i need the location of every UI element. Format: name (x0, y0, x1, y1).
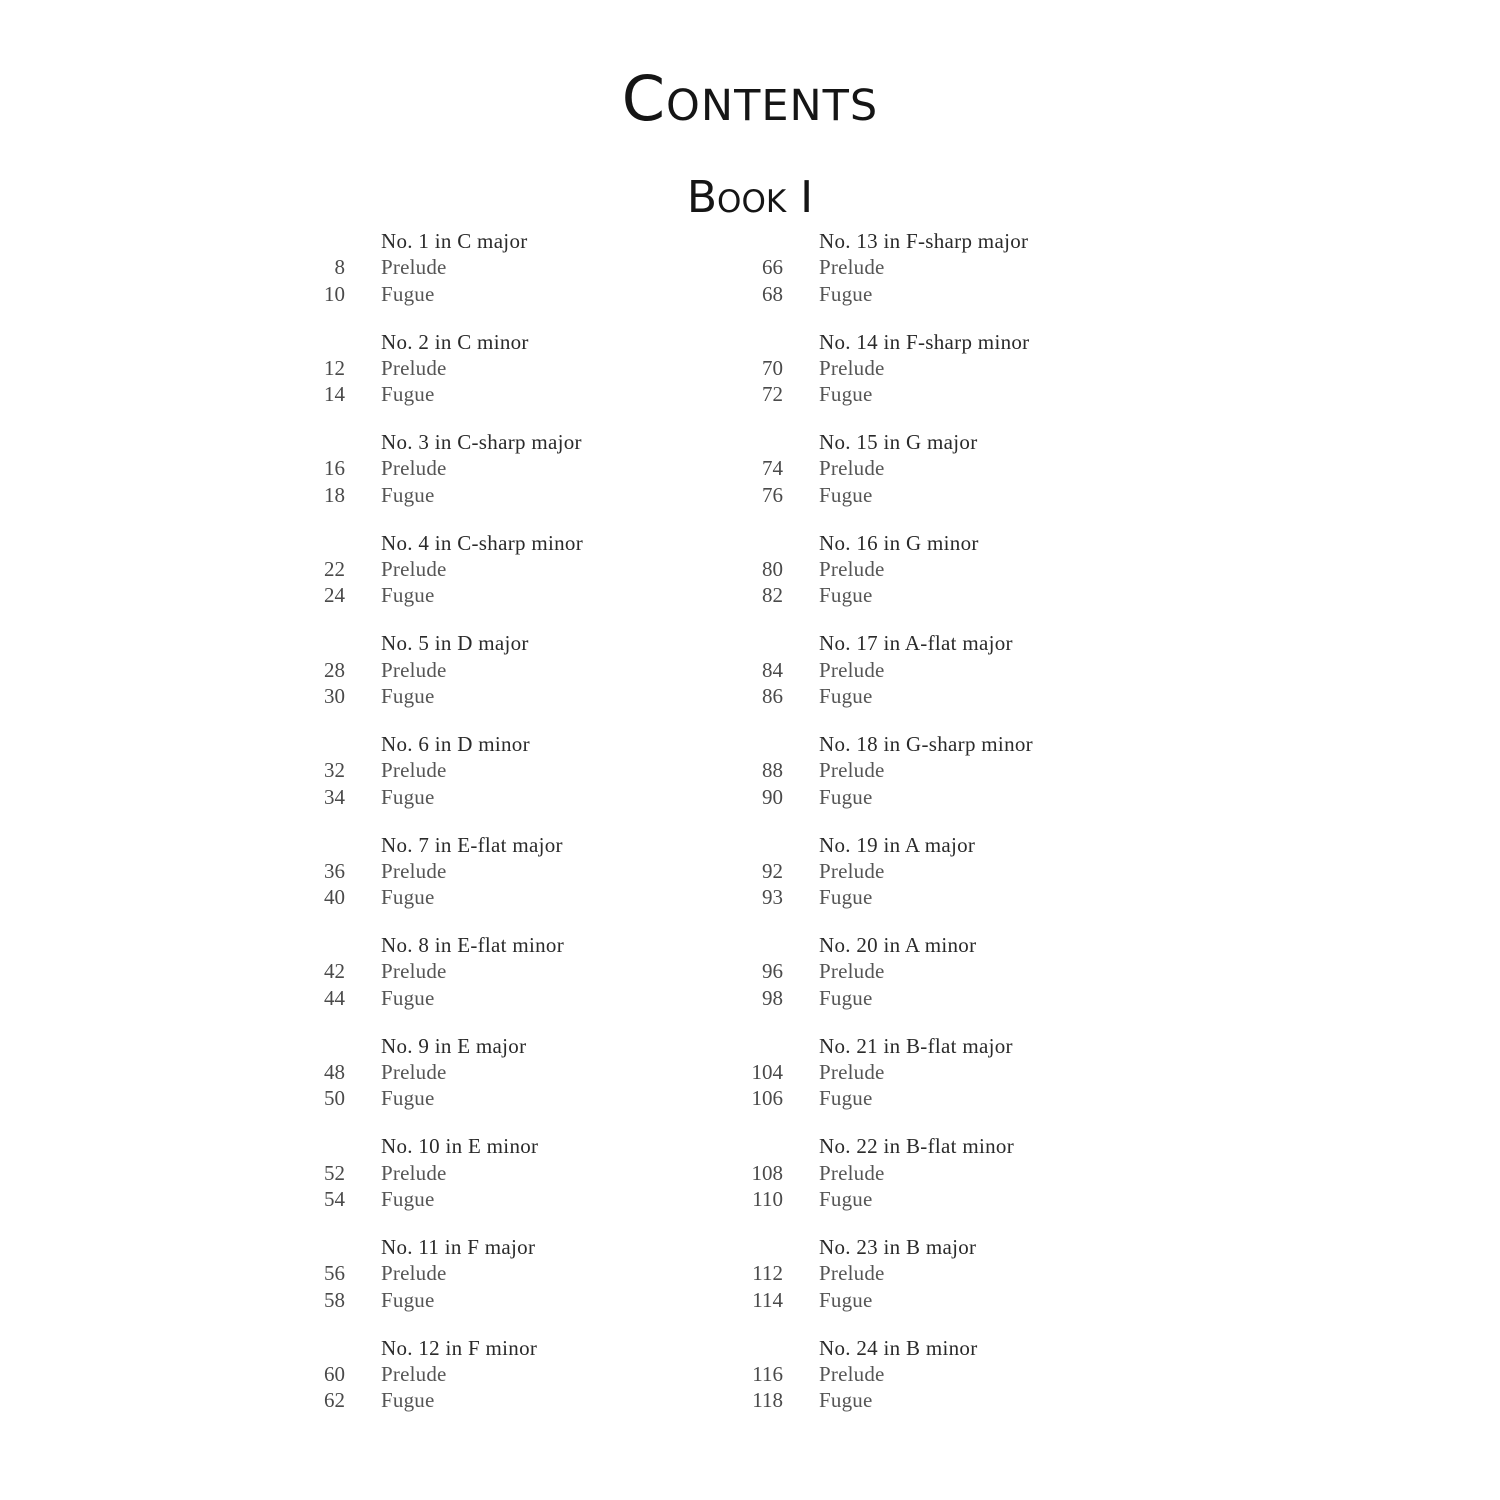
entry-label: Fugue (819, 784, 873, 809)
piece-title: No. 10 in E minor (381, 1134, 539, 1159)
toc-entry[interactable] (738, 884, 1178, 910)
toc-entry[interactable] (300, 1186, 740, 1212)
book-title: Book I (686, 172, 814, 223)
page-number: 84 (762, 657, 783, 682)
piece-title: No. 7 in E-flat major (381, 832, 563, 857)
toc-entry[interactable] (738, 1387, 1178, 1413)
page-number: 62 (324, 1388, 345, 1413)
page-number: 72 (762, 382, 783, 407)
page-number: 92 (762, 858, 783, 883)
page-number: 32 (324, 758, 345, 783)
toc-piece-title-row (300, 228, 740, 254)
toc-piece-title-row (738, 630, 1178, 656)
entry-label: Fugue (381, 885, 435, 910)
page-number: 12 (324, 355, 345, 380)
toc-entry[interactable] (300, 582, 740, 608)
toc-entry[interactable] (738, 1260, 1178, 1286)
toc-piece (300, 1335, 740, 1436)
toc-entry[interactable] (300, 1059, 740, 1085)
toc-piece (738, 1234, 1178, 1335)
toc-entry[interactable] (738, 1186, 1178, 1212)
toc-entry[interactable] (300, 1387, 740, 1413)
entry-label: Fugue (819, 1388, 873, 1413)
entry-label: Fugue (819, 583, 873, 608)
toc-entry[interactable] (738, 381, 1178, 407)
entry-label: Prelude (819, 355, 885, 380)
toc-entry[interactable] (738, 1085, 1178, 1111)
page-number: 93 (762, 885, 783, 910)
page-number: 118 (752, 1388, 783, 1413)
page-number: 80 (762, 557, 783, 582)
entry-label: Fugue (819, 1186, 873, 1211)
toc-piece-title-row (738, 1335, 1178, 1361)
toc-entry[interactable] (738, 784, 1178, 810)
toc-piece-title-row (738, 932, 1178, 958)
page-number: 44 (324, 985, 345, 1010)
toc-piece (738, 228, 1178, 329)
piece-title: No. 8 in E-flat minor (381, 933, 565, 958)
toc-piece-title-row (300, 731, 740, 757)
toc-piece (738, 1133, 1178, 1234)
toc-entry[interactable] (738, 582, 1178, 608)
entry-label: Fugue (819, 482, 873, 507)
toc-entry[interactable] (300, 1361, 740, 1387)
piece-title: No. 19 in A major (819, 832, 976, 857)
entry-label: Fugue (381, 784, 435, 809)
toc-piece (300, 329, 740, 430)
toc-entry[interactable] (738, 1059, 1178, 1085)
page-number: 60 (324, 1361, 345, 1386)
toc-piece (300, 1033, 740, 1134)
entry-label: Prelude (819, 557, 885, 582)
page-number: 70 (762, 355, 783, 380)
toc-piece (300, 832, 740, 933)
piece-title: No. 3 in C-sharp major (381, 430, 582, 455)
page-number: 40 (324, 885, 345, 910)
toc-piece (300, 429, 740, 530)
piece-title: No. 1 in C major (381, 229, 528, 253)
toc-entry[interactable] (300, 657, 740, 683)
toc-entry[interactable] (300, 985, 740, 1011)
piece-title: No. 9 in E major (381, 1033, 527, 1058)
toc-piece (300, 1234, 740, 1335)
toc-piece-title-row (738, 530, 1178, 556)
entry-label: Prelude (819, 1261, 885, 1286)
toc-entry[interactable] (300, 757, 740, 783)
contents-column-right (738, 228, 1178, 1435)
toc-entry[interactable] (300, 683, 740, 709)
toc-piece-title-row (300, 329, 740, 355)
contents-column-left (300, 228, 740, 1435)
toc-piece (738, 329, 1178, 430)
toc-piece (300, 1133, 740, 1234)
toc-piece (300, 530, 740, 631)
toc-piece-title-row (738, 1234, 1178, 1260)
toc-piece-title-row (300, 1033, 740, 1059)
toc-piece (300, 228, 740, 329)
toc-piece-title-row (738, 832, 1178, 858)
toc-entry[interactable] (738, 1287, 1178, 1313)
entry-label: Prelude (819, 758, 885, 783)
toc-piece (738, 832, 1178, 933)
page-number: 56 (324, 1261, 345, 1286)
entry-label: Fugue (381, 382, 435, 407)
toc-entry[interactable] (738, 683, 1178, 709)
entry-label: Prelude (381, 456, 447, 481)
page-number: 108 (751, 1160, 783, 1185)
toc-entry[interactable] (738, 1361, 1178, 1387)
page-number: 104 (751, 1060, 783, 1085)
page-number: 86 (762, 683, 783, 708)
toc-piece (738, 1033, 1178, 1134)
entry-label: Prelude (381, 355, 447, 380)
page-number: 22 (324, 557, 345, 582)
toc-entry[interactable] (300, 281, 740, 307)
entry-label: Fugue (381, 281, 435, 306)
toc-piece (738, 630, 1178, 731)
toc-piece (300, 630, 740, 731)
toc-entry[interactable] (738, 355, 1178, 381)
page-number: 110 (752, 1186, 783, 1211)
page-number: 18 (324, 482, 345, 507)
piece-title: No. 22 in B-flat minor (819, 1134, 1014, 1159)
piece-title: No. 13 in F-sharp major (819, 229, 1029, 253)
piece-title: No. 4 in C-sharp minor (381, 530, 583, 555)
page-number: 24 (324, 583, 345, 608)
page-number: 82 (762, 583, 783, 608)
entry-label: Prelude (819, 1361, 885, 1386)
toc-piece (738, 932, 1178, 1033)
toc-entry[interactable] (738, 482, 1178, 508)
toc-piece (738, 1335, 1178, 1436)
toc-entry[interactable] (300, 884, 740, 910)
piece-title: No. 11 in F major (381, 1234, 536, 1259)
toc-entry[interactable] (300, 455, 740, 481)
toc-piece-title-row (738, 1133, 1178, 1159)
toc-entry[interactable] (300, 1260, 740, 1286)
page-number: 30 (324, 683, 345, 708)
toc-piece-title-row (300, 630, 740, 656)
piece-title: No. 17 in A-flat major (819, 631, 1013, 656)
page-number: 48 (324, 1060, 345, 1085)
toc-piece (738, 731, 1178, 832)
entry-label: Fugue (381, 1086, 435, 1111)
entry-label: Prelude (819, 858, 885, 883)
toc-entry[interactable] (300, 858, 740, 884)
toc-entry[interactable] (738, 858, 1178, 884)
entry-label: Prelude (381, 858, 447, 883)
entry-label: Prelude (381, 255, 447, 280)
page-number: 68 (762, 281, 783, 306)
entry-label: Fugue (381, 1186, 435, 1211)
page-number: 34 (324, 784, 345, 809)
entry-label: Prelude (381, 557, 447, 582)
page-number: 90 (762, 784, 783, 809)
entry-label: Prelude (381, 1160, 447, 1185)
page-number: 8 (334, 255, 345, 280)
toc-piece-title-row (738, 1033, 1178, 1059)
piece-title: No. 23 in B major (819, 1234, 977, 1259)
toc-piece-title-row (738, 731, 1178, 757)
entry-label: Fugue (381, 683, 435, 708)
page-number: 74 (762, 456, 783, 481)
piece-title: No. 15 in G major (819, 430, 978, 455)
entry-label: Fugue (381, 985, 435, 1010)
toc-piece (738, 530, 1178, 631)
entry-label: Prelude (381, 1261, 447, 1286)
page-number: 112 (752, 1261, 783, 1286)
toc-entry[interactable] (738, 985, 1178, 1011)
page-number: 98 (762, 985, 783, 1010)
toc-entry[interactable] (738, 254, 1178, 280)
page-number: 42 (324, 959, 345, 984)
page-number: 66 (762, 255, 783, 280)
toc-piece-title-row (300, 832, 740, 858)
toc-entry[interactable] (738, 455, 1178, 481)
entry-label: Fugue (381, 482, 435, 507)
entry-label: Prelude (819, 255, 885, 280)
page-number: 36 (324, 858, 345, 883)
entry-label: Fugue (819, 885, 873, 910)
entry-label: Prelude (819, 456, 885, 481)
piece-title: No. 16 in G minor (819, 530, 979, 555)
piece-title: No. 20 in A minor (819, 933, 977, 958)
page-number: 16 (324, 456, 345, 481)
entry-label: Prelude (819, 959, 885, 984)
page-number: 106 (751, 1086, 783, 1111)
toc-entry[interactable] (300, 1085, 740, 1111)
toc-entry[interactable] (738, 657, 1178, 683)
toc-entry[interactable] (300, 1160, 740, 1186)
toc-entry[interactable] (738, 281, 1178, 307)
piece-title: No. 6 in D minor (381, 731, 530, 756)
toc-piece-title-row (300, 1335, 740, 1361)
page-number: 88 (762, 758, 783, 783)
entry-label: Prelude (381, 959, 447, 984)
entry-label: Prelude (381, 758, 447, 783)
page-number: 14 (324, 382, 345, 407)
page-title: Contents (621, 62, 879, 135)
toc-piece (300, 731, 740, 832)
entry-label: Fugue (819, 1086, 873, 1111)
toc-entry[interactable] (738, 1160, 1178, 1186)
entry-label: Fugue (819, 1287, 873, 1312)
toc-entry[interactable] (738, 757, 1178, 783)
piece-title: No. 14 in F-sharp minor (819, 329, 1030, 354)
piece-title: No. 24 in B minor (819, 1335, 978, 1360)
entry-label: Fugue (819, 382, 873, 407)
page-number: 76 (762, 482, 783, 507)
page-number: 96 (762, 959, 783, 984)
toc-entry[interactable] (300, 958, 740, 984)
toc-entry[interactable] (738, 556, 1178, 582)
page-number: 54 (324, 1186, 345, 1211)
toc-piece-title-row (300, 429, 740, 455)
toc-entry[interactable] (300, 556, 740, 582)
entry-label: Fugue (381, 1388, 435, 1413)
page-number: 52 (324, 1160, 345, 1185)
entry-label: Prelude (381, 1361, 447, 1386)
page-number: 28 (324, 657, 345, 682)
toc-entry[interactable] (300, 784, 740, 810)
entry-label: Fugue (819, 985, 873, 1010)
piece-title: No. 2 in C minor (381, 329, 529, 354)
piece-title: No. 21 in B-flat major (819, 1033, 1013, 1058)
toc-piece-title-row (300, 932, 740, 958)
toc-piece (300, 932, 740, 1033)
entry-label: Fugue (819, 683, 873, 708)
page-number: 114 (752, 1287, 783, 1312)
entry-label: Prelude (381, 657, 447, 682)
toc-entry[interactable] (738, 958, 1178, 984)
toc-piece-title-row (738, 329, 1178, 355)
toc-entry[interactable] (300, 355, 740, 381)
toc-entry[interactable] (300, 1287, 740, 1313)
page-number: 116 (752, 1361, 783, 1386)
page-number: 10 (324, 281, 345, 306)
entry-label: Prelude (819, 657, 885, 682)
piece-title: No. 5 in D major (381, 631, 529, 656)
entry-label: Fugue (381, 583, 435, 608)
piece-title: No. 18 in G-sharp minor (819, 731, 1033, 756)
toc-piece (738, 429, 1178, 530)
page-number: 50 (324, 1086, 345, 1111)
toc-piece-title-row (738, 228, 1178, 254)
toc-piece-title-row (300, 1234, 740, 1260)
toc-piece-title-row (738, 429, 1178, 455)
entry-label: Fugue (819, 281, 873, 306)
entry-label: Prelude (819, 1060, 885, 1085)
toc-entry[interactable] (300, 254, 740, 280)
toc-entry[interactable] (300, 381, 740, 407)
entry-label: Fugue (381, 1287, 435, 1312)
toc-piece-title-row (300, 530, 740, 556)
page-number: 58 (324, 1287, 345, 1312)
toc-piece-title-row (300, 1133, 740, 1159)
entry-label: Prelude (381, 1060, 447, 1085)
toc-entry[interactable] (300, 482, 740, 508)
entry-label: Prelude (819, 1160, 885, 1185)
piece-title: No. 12 in F minor (381, 1335, 538, 1360)
